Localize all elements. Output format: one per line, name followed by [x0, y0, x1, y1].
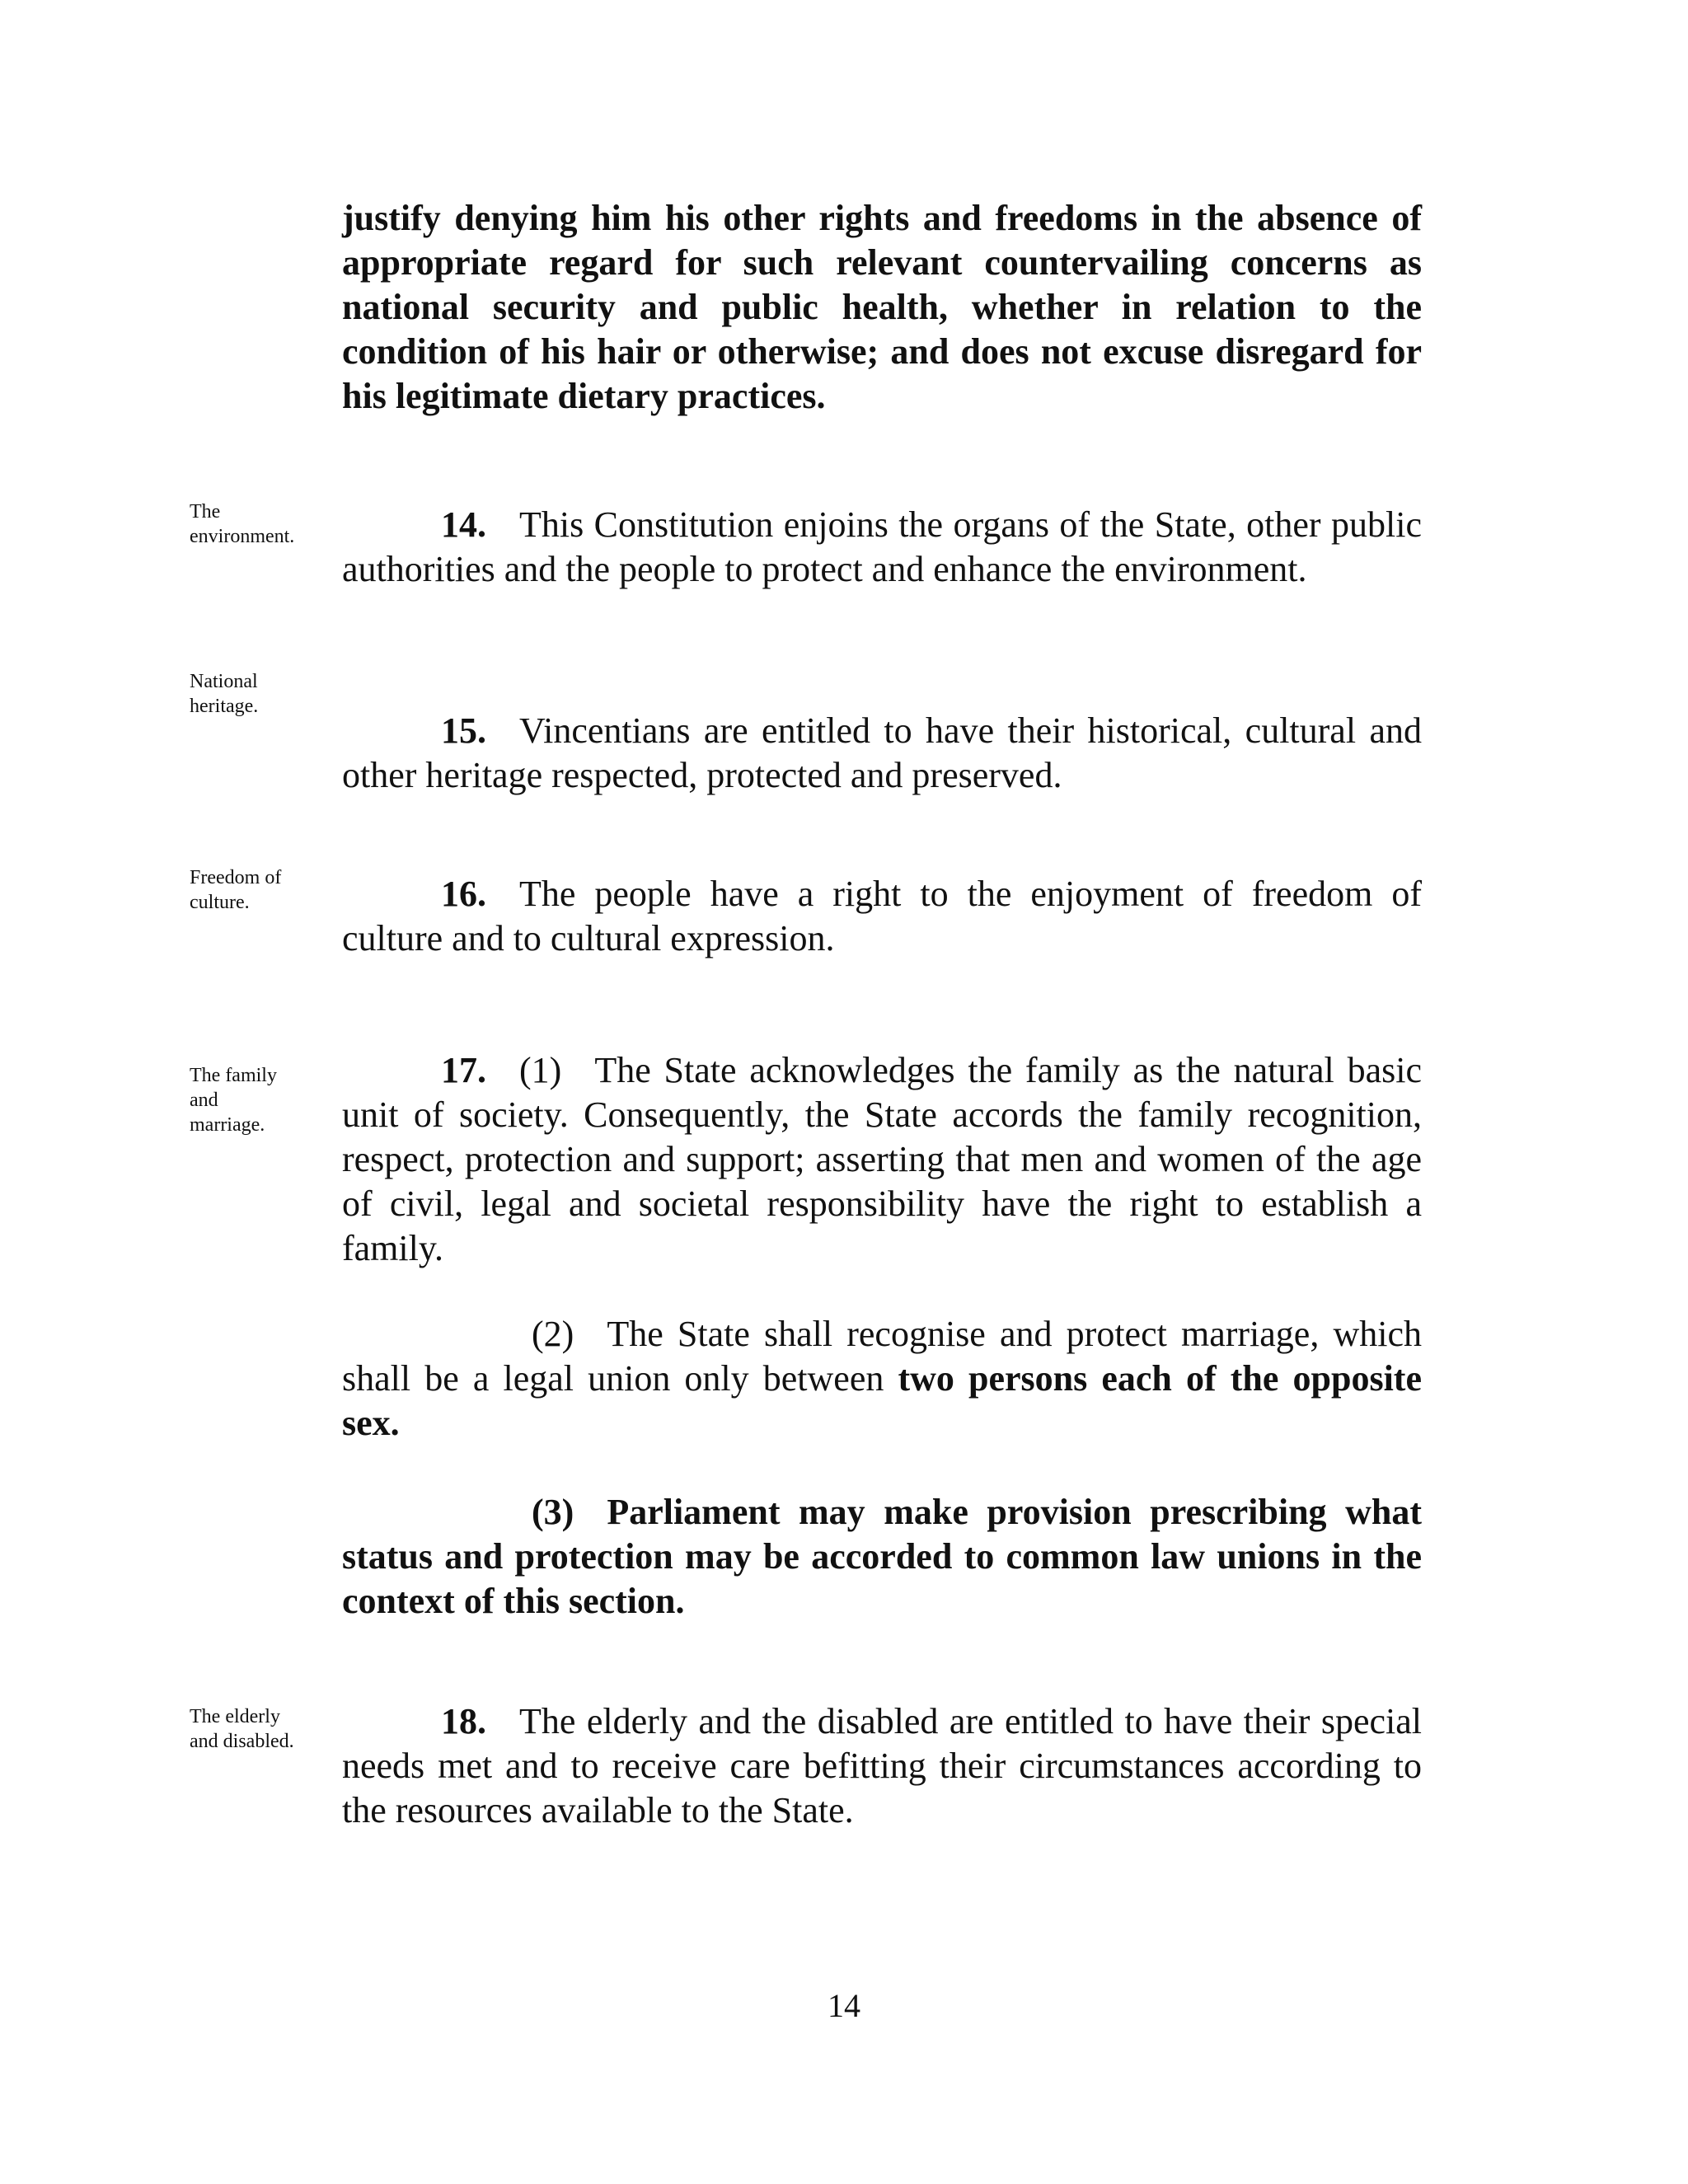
margin-note-line: National — [190, 671, 258, 692]
subsection-bold-text: two persons each of the opposite sex. — [342, 1358, 1422, 1443]
margin-note-line: Freedom of — [190, 867, 282, 888]
margin-note-line: and disabled. — [190, 1731, 294, 1752]
section-17-subsection-1 — [342, 1048, 1422, 1271]
section-15 — [342, 709, 1422, 798]
section-17-subsection-2 — [342, 1312, 1422, 1446]
margin-note-heritage — [190, 669, 321, 719]
section-17-subsection-3 — [342, 1490, 1422, 1624]
margin-note-line: heritage. — [190, 696, 259, 717]
page-number: 14 — [828, 1987, 860, 2024]
margin-note-elderly — [190, 1704, 321, 1754]
margin-note-line: environment. — [190, 526, 295, 547]
margin-note-culture — [190, 865, 321, 915]
section-number: 16. — [441, 874, 486, 914]
margin-note-line: and — [190, 1090, 218, 1111]
subsection-text: Parliament may make provision prescribing what status and protection may be accorded to common law unions in the context of this section. — [342, 1492, 1422, 1621]
section-text: The elderly and the disabled are entitled to have their special needs met and to receive care befitting their circumstances according to the resources available to the State. — [342, 1701, 1422, 1830]
margin-note-line: The — [190, 501, 221, 523]
margin-note-line: The elderly — [190, 1706, 280, 1727]
section-number: 17. — [441, 1050, 486, 1090]
section-16 — [342, 872, 1422, 961]
subsection-text: The State acknowledges the family as the natural basic unit of society. Consequently, the State accords the family recognition, respect, protection and support; asserting that men and women of the age of civil, legal and societal responsibility have the right to establish a family. — [342, 1050, 1422, 1268]
section-14 — [342, 503, 1422, 592]
section-number: 15. — [441, 710, 486, 751]
margin-note-environment — [190, 499, 321, 549]
subsection-text: The State shall recognise and protect marriage, which shall be a legal union only between — [342, 1314, 1422, 1399]
continuation-paragraph: justify denying him his other rights and freedoms in the absence of appropriate regard for such relevant countervailing concerns as national security and public health, whether in relation to the condition of his hair or otherwise; and does not excuse disregard for his legitimate dietary practices. — [342, 198, 1422, 416]
subsection-label: (3) — [532, 1492, 574, 1532]
section-18 — [342, 1699, 1422, 1833]
section-number: 18. — [441, 1701, 486, 1741]
margin-note-line: culture. — [190, 892, 250, 913]
margin-note-line: The family — [190, 1065, 277, 1086]
section-text: Vincentians are entitled to have their historical, cultural and other heritage respected, protected and preserved. — [342, 710, 1422, 795]
subsection-label: (1) — [519, 1050, 562, 1090]
margin-note-family — [190, 1063, 321, 1137]
subsection-label: (2) — [532, 1314, 574, 1354]
margin-note-line: marriage. — [190, 1114, 265, 1136]
section-number: 14. — [441, 504, 486, 545]
section-text: The people have a right to the enjoyment of freedom of culture and to cultural expression. — [342, 874, 1422, 958]
section-text: This Constitution enjoins the organs of the State, other public authorities and the people to protect and enhance the environment. — [342, 504, 1422, 589]
